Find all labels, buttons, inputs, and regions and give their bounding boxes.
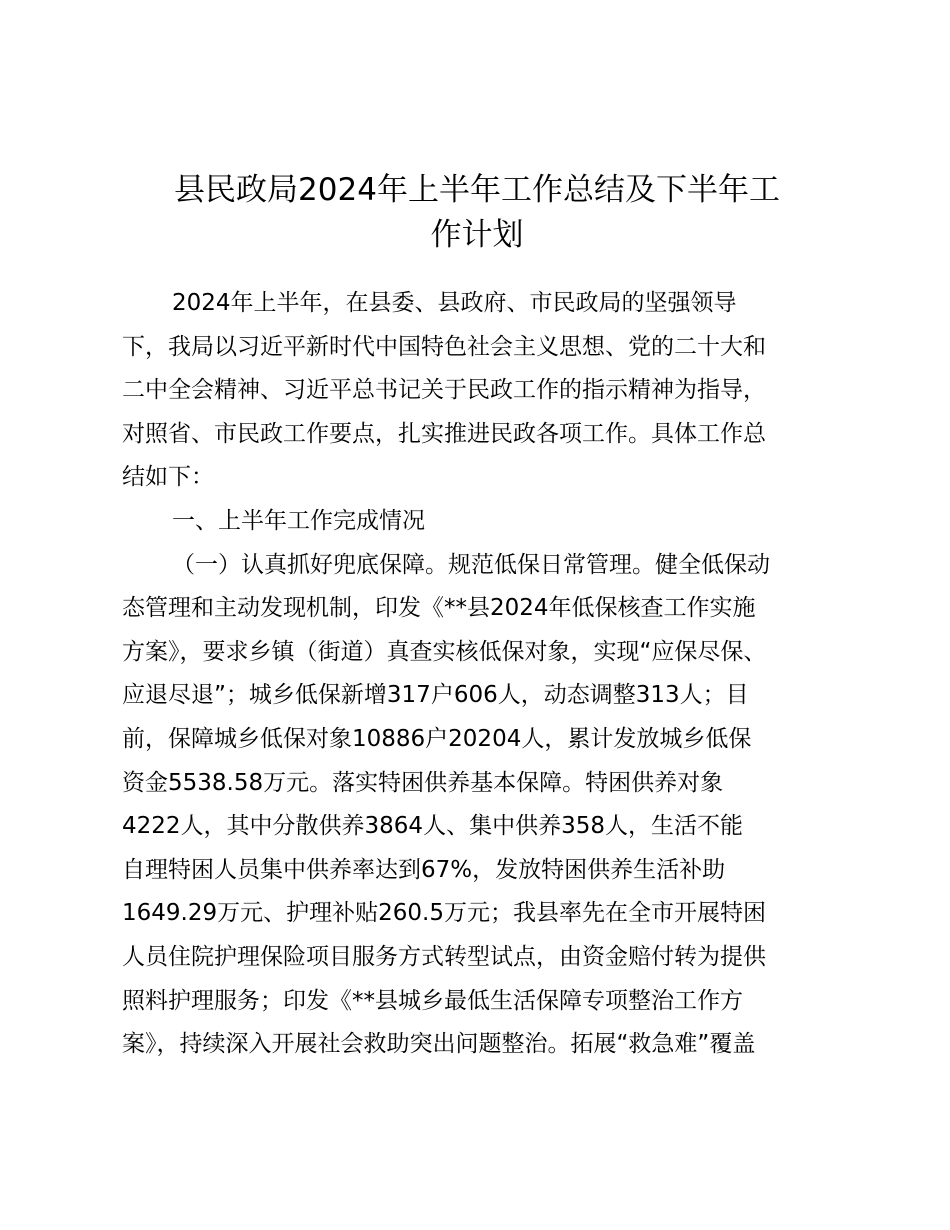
intro-line-1: 2024年上半年，在县委、县政府、市民政局的坚强领导: [172, 290, 737, 316]
subsection-line-3: 方案》，要求乡镇（街道）真查实核低保对象，实现“应保尽保、: [122, 638, 767, 665]
subsection-line-1: （一）认真抓好兜底保障。规范低保日常管理。健全低保动: [172, 551, 770, 578]
section-heading: 一、上半年工作完成情况: [172, 507, 425, 534]
subsection-line-9: 1649.29万元、护理补贴260.5万元；我县率先在全市开展特困: [122, 900, 766, 927]
subsection-line-12: 案》，持续深入开展社会救助突出问题整治。拓展“救急难”覆盖: [122, 1031, 756, 1058]
document-title: [120, 168, 834, 258]
subsection-line-7: 4222人，其中分散供养3864人、集中供养358人，生活不能: [122, 813, 743, 840]
intro-line-3: 二中全会精神、习近平总书记关于民政工作的指示精神为指导，: [122, 377, 766, 404]
subsection-line-10: 人员住院护理保险项目服务方式转型试点，由资金赔付转为提供: [122, 943, 766, 970]
intro-line-2: 下，我局以习近平新时代中国特色社会主义思想、党的二十大和: [122, 333, 766, 360]
subsection-line-6: 资金5538.58万元。落实特困供养基本保障。特困供养对象: [122, 769, 724, 796]
document-body: [122, 282, 834, 1067]
subsection-line-5: 前，保障城乡低保对象10886户20204人，累计发放城乡低保: [122, 725, 752, 752]
subsection-line-11: 照料护理服务；印发《**县城乡最低生活保障专项整治工作方: [122, 987, 743, 1014]
subsection-line-2: 态管理和主动发现机制，印发《**县2024年低保核查工作实施: [122, 595, 756, 622]
title-line-1: 县民政局2024年上半年工作总结及下半年工: [174, 172, 780, 208]
subsection-line-4: 应退尽退”；城乡低保新增317户606人，动态调整313人；目: [122, 682, 749, 709]
intro-line-4: 对照省、市民政工作要点，扎实推进民政各项工作。具体工作总: [122, 420, 766, 447]
intro-line-5: 结如下：: [122, 464, 214, 491]
title-line-2: 作计划: [430, 217, 524, 253]
subsection-line-8: 自理特困人员集中供养率达到67%，发放特困供养生活补助: [122, 856, 726, 883]
